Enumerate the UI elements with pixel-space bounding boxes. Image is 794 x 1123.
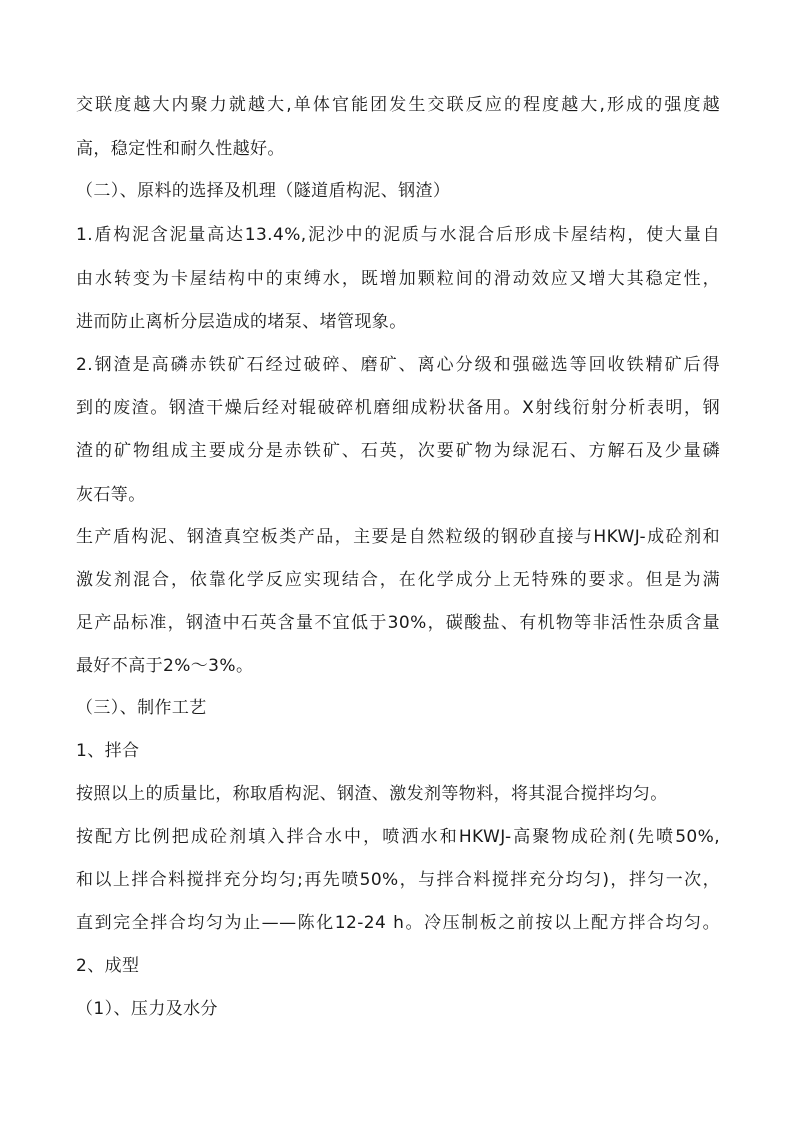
body-text-line: 灰石等。 — [76, 485, 146, 505]
body-text-line: 1.盾构泥含泥量高达13.4%,泥沙中的泥质与水混合后形成卡屋结构，使大量自 — [76, 225, 720, 245]
body-text-line: 交联度越大内聚力就越大,单体官能团发生交联反应的程度越大,形成的强度越 — [76, 95, 720, 115]
body-text-line: 和以上拌合料搅拌充分均匀;再先喷50%，与拌合料搅拌充分均匀)，拌匀一次， — [76, 870, 720, 890]
body-text-line: 按配方比例把成砼剂填入拌合水中，喷洒水和HKWJ-高聚物成砼剂(先喷50%, — [76, 827, 720, 847]
section-heading: （三）、制作工艺 — [76, 698, 207, 718]
body-text-line: 激发剂混合，依靠化学反应实现结合，在化学成分上无特殊的要求。但是为满 — [76, 570, 720, 590]
body-text-line: 生产盾构泥、钢渣真空板类产品，主要是自然粒级的钢砂直接与HKWJ-成砼剂和 — [76, 527, 720, 547]
body-text-line: 直到完全拌合均匀为止——陈化12-24 h。冷压制板之前按以上配方拌合均匀。 — [76, 913, 720, 933]
body-text-line: 足产品标准，钢渣中石英含量不宜低于30%，碳酸盐、有机物等非活性杂质含量 — [76, 613, 720, 633]
body-text-line: 按照以上的质量比，称取盾构泥、钢渣、激发剂等物料，将其混合搅拌均匀。 — [76, 784, 668, 804]
subsection-heading: 2、成型 — [76, 956, 140, 976]
subsection-heading: 1、拌合 — [76, 741, 140, 761]
body-text-line: 到的废渣。钢渣干燥后经对辊破碎机磨细成粉状备用。X射线衍射分析表明，钢 — [76, 398, 720, 418]
body-text-line: 由水转变为卡屋结构中的束缚水，既增加颗粒间的滑动效应又增大其稳定性， — [76, 269, 720, 289]
body-text-line: 渣的矿物组成主要成分是赤铁矿、石英，次要矿物为绿泥石、方解石及少量磷 — [76, 441, 720, 461]
body-text-line: 进而防止离析分层造成的堵泵、堵管现象。 — [76, 312, 407, 332]
body-text-line: 2.钢渣是高磷赤铁矿石经过破碎、磨矿、离心分级和强磁选等回收铁精矿后得 — [76, 355, 720, 375]
body-text-line: 高，稳定性和耐久性越好。 — [76, 139, 285, 159]
section-heading: （二）、原料的选择及机理（隧道盾构泥、钢渣） — [76, 181, 451, 201]
subsection-heading: （1）、压力及水分 — [76, 999, 218, 1019]
body-text-line: 最好不高于2%～3%。 — [76, 656, 254, 676]
